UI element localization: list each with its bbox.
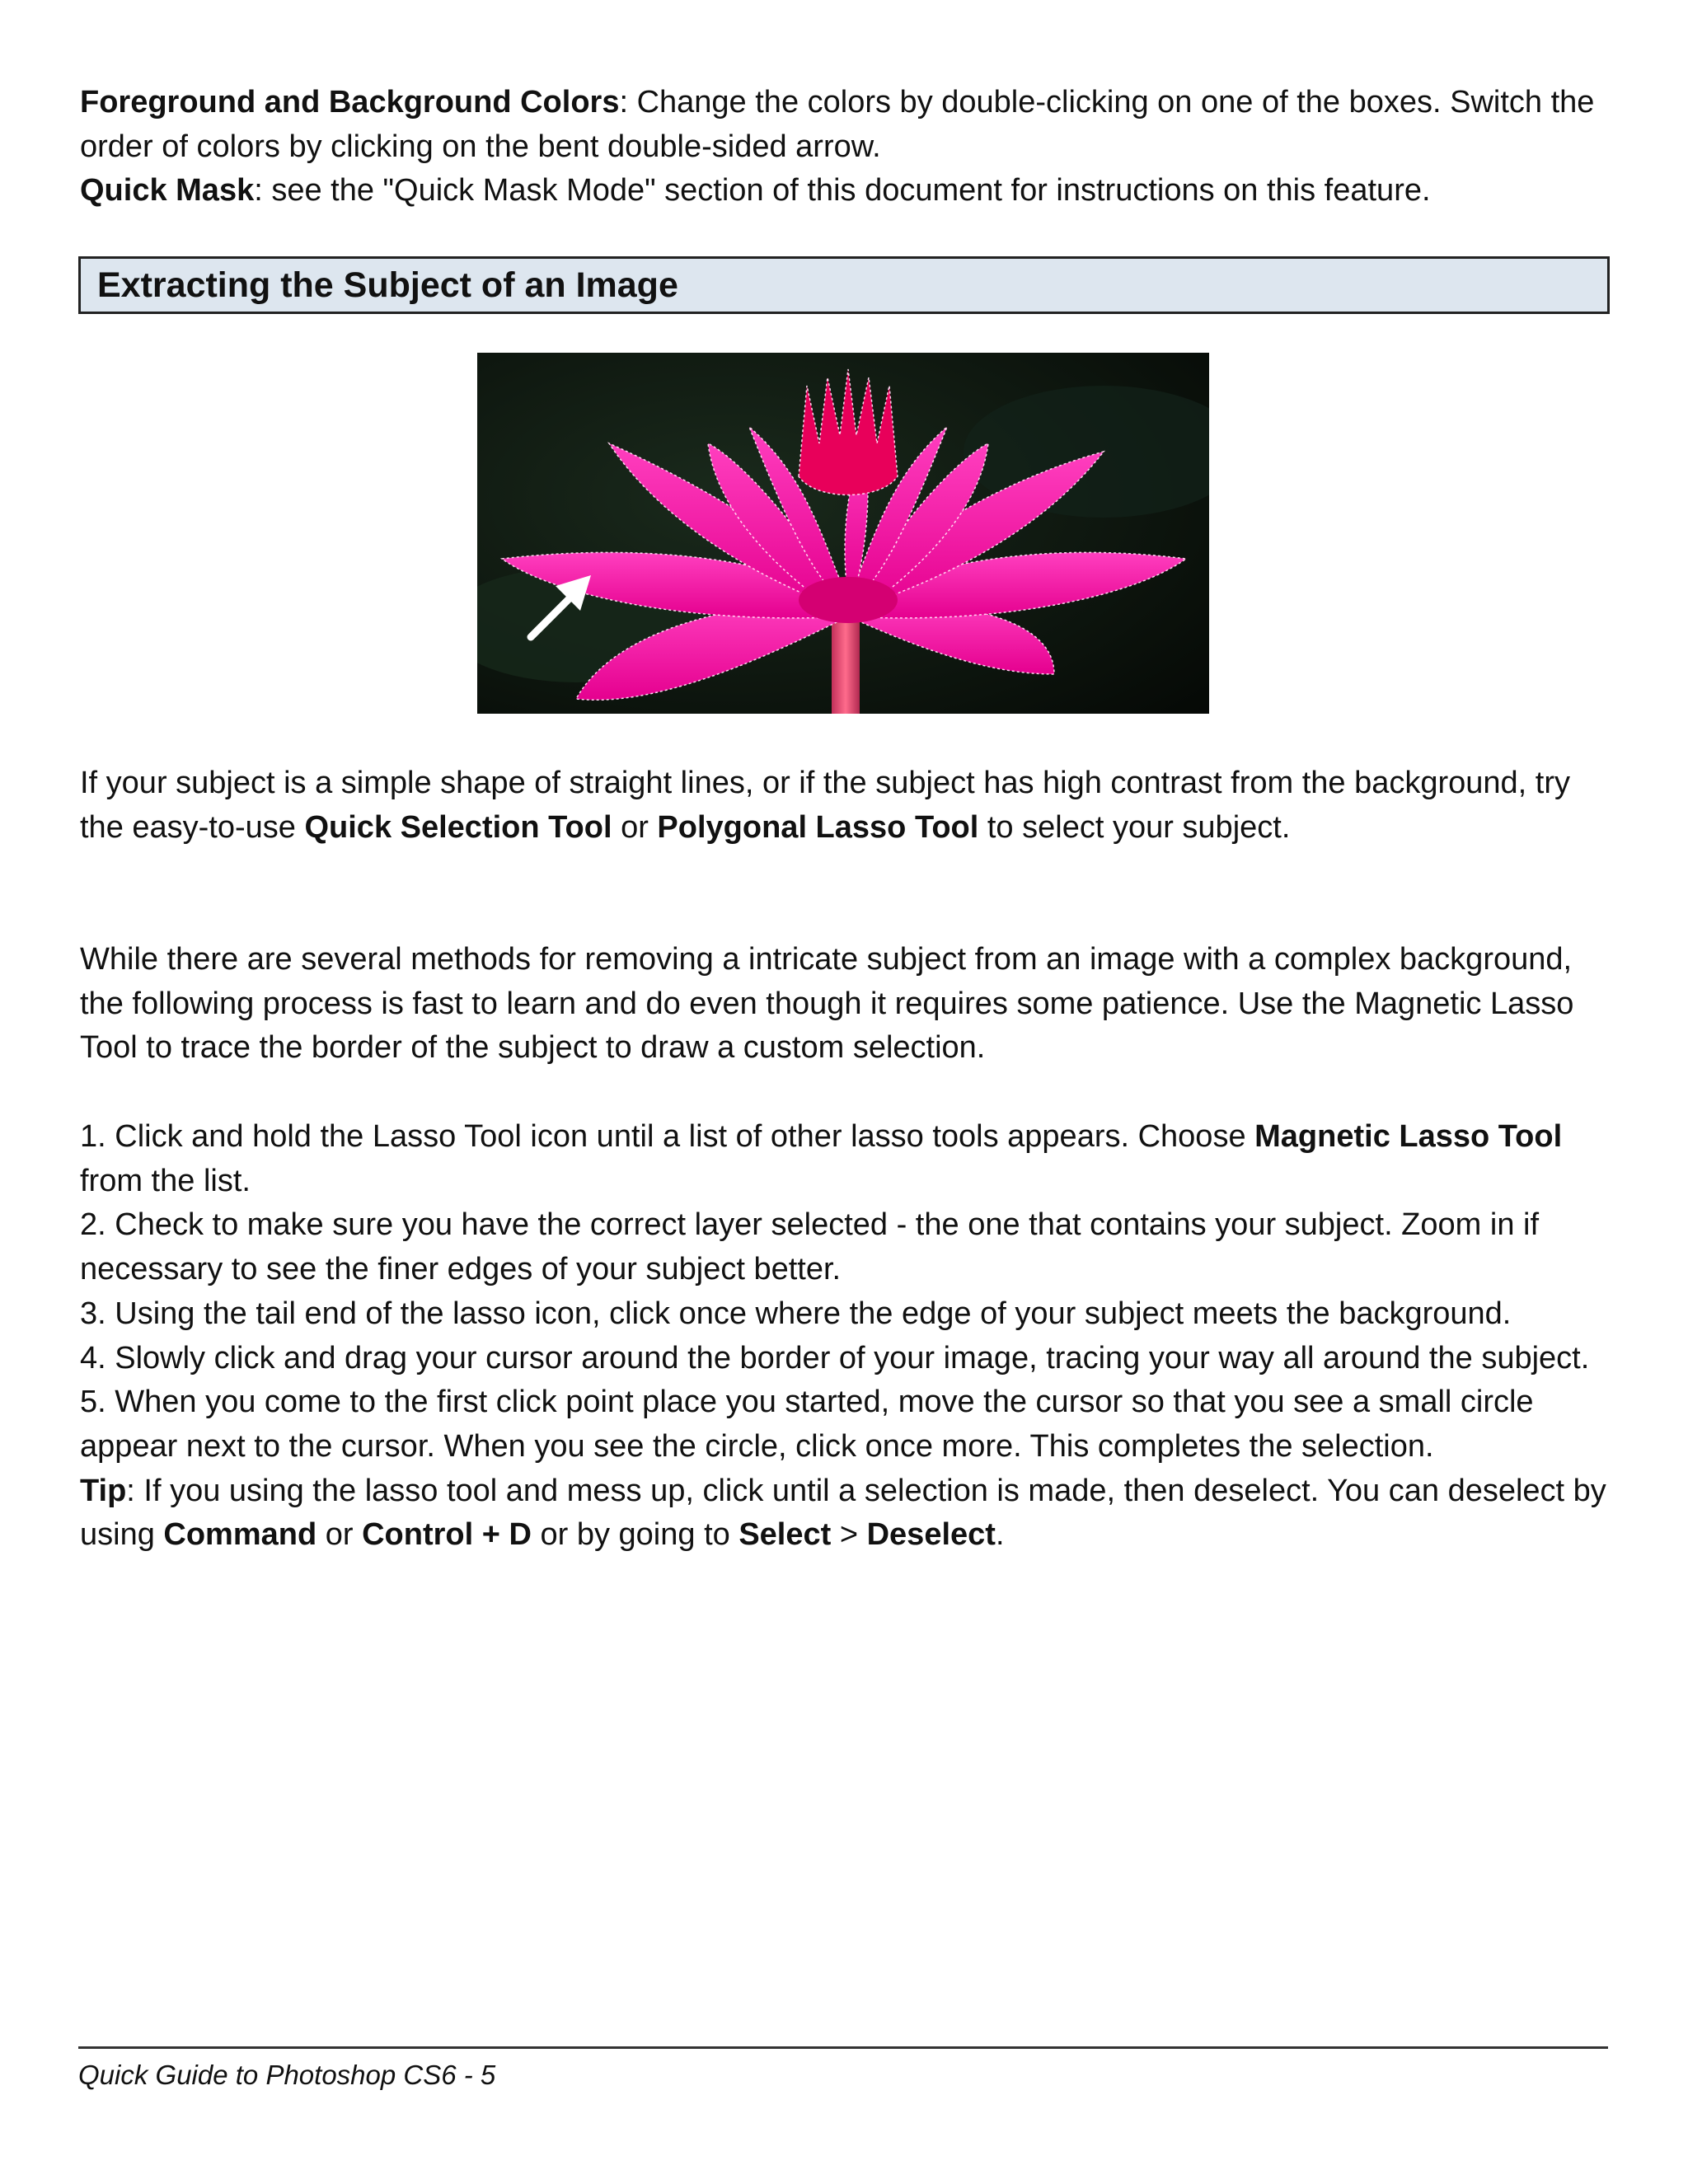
paragraph-methods: While there are several methods for removing a intricate subject from an image with a complex background, the following process is fast to learn and do even though it requires some patience. Use the Magnetic Lasso Tool to trace the border of the subject to draw a custom selection. [80,942,1574,1066]
section-heading-box [78,256,1610,314]
quick-mask-label: Quick Mask [80,173,255,209]
quick-mask-text: : see the "Quick Mask Mode" section of this document for instructions on this feature. [254,173,1431,209]
para1-text-2: or [612,809,658,845]
tip-text-5: . [995,1517,1005,1553]
step-5: 5. When you come to the first click point place you started, move the cursor so that you see a small circle appear next to the cursor. When you see the circle, click once more. This completes the selection. [80,1385,1534,1464]
magnetic-lasso-tool-term: Magnetic Lasso Tool [1254,1119,1563,1154]
deselect-menu-item: Deselect [866,1517,996,1553]
select-menu: Select [738,1517,832,1553]
tip-text-1: : If you using the lasso tool and mess up, click until a selection is made, then deselect. You can deselect by using [80,1473,1606,1553]
footer-text: Quick Guide to Photoshop CS6 - 5 [78,2060,496,2090]
para1-text-3: to select your subject. [978,809,1291,845]
step-1-text-a: 1. Click and hold the Lasso Tool icon until a list of other lasso tools appears. Choose [80,1119,1255,1154]
step-1 [80,1115,1613,1203]
control-d-key: Control + D [362,1517,532,1553]
step-1-text-c: from the list. [80,1163,251,1198]
section-heading: Extracting the Subject of an Image [97,265,678,305]
intro-paragraph [80,81,1613,213]
steps-list [80,1115,1613,1558]
tip-label: Tip [80,1473,127,1508]
polygonal-lasso-tool-term: Polygonal Lasso Tool [657,809,979,845]
step-2: 2. Check to make sure you have the correct layer selected - the one that contains your subject. Zoom in if necessary to see the finer edges of your subject better. [80,1207,1540,1287]
tip [80,1469,1613,1558]
step-3: 3. Using the tail end of the lasso icon, click once where the edge of your subject meets the background. [80,1296,1512,1331]
quick-selection-tool-term: Quick Selection Tool [304,809,612,845]
step-4: 4. Slowly click and drag your cursor around the border of your image, tracing your way all around the subject. [80,1340,1590,1376]
tip-text-4: > [831,1517,867,1553]
tip-text-2: or [316,1517,363,1553]
para1-text-1: If your subject is a simple shape of straight lines, or if the subject has high contrast from the background, try the easy-to-use [80,766,1571,845]
water-lily-figure [477,353,1209,714]
paragraph-simple-shape [80,762,1613,850]
footer-divider [78,2046,1608,2049]
fg-bg-text: : Change the colors by double-clicking on one of the boxes. Switch the order of colors by clicking on the bent double-sided arrow. [80,85,1595,164]
command-key: Command [163,1517,317,1553]
tip-text-3: or by going to [531,1517,739,1553]
fg-bg-label: Foreground and Background Colors [80,85,620,120]
